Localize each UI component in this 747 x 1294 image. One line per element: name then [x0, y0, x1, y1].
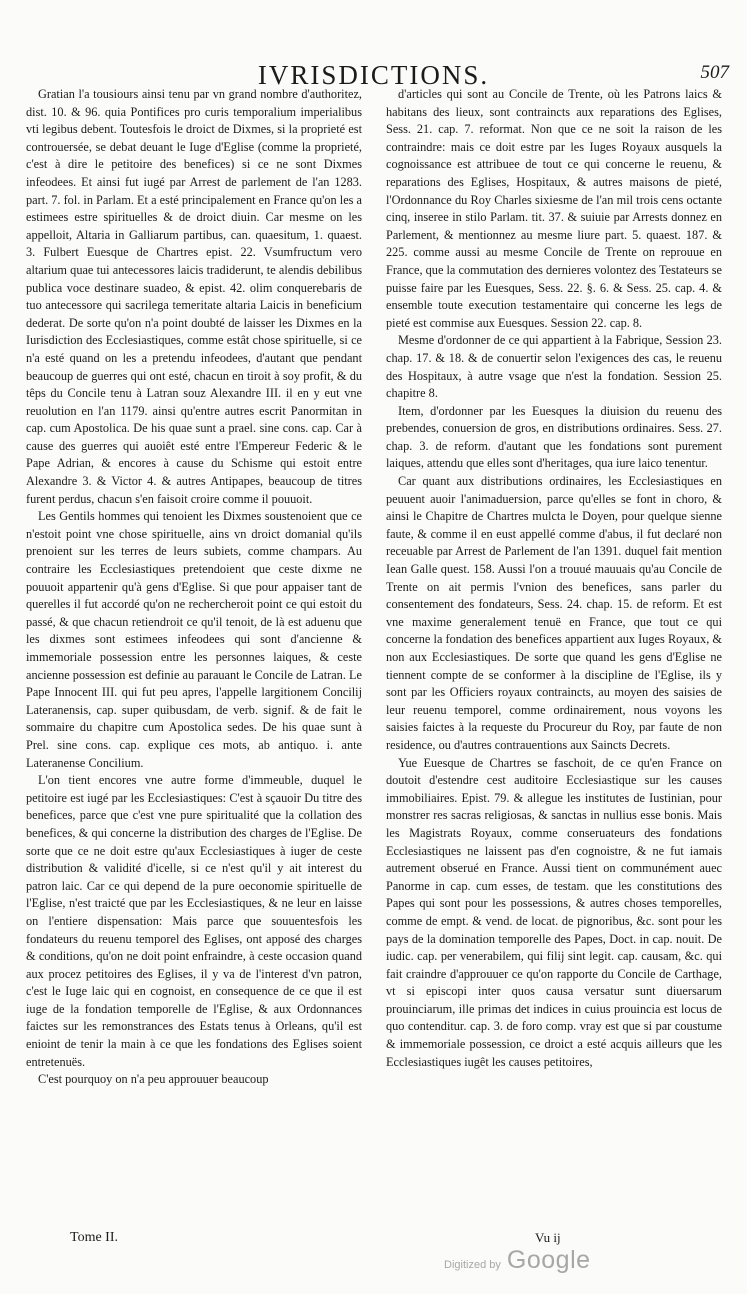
- google-logo: Google: [506, 1246, 591, 1274]
- signature-mark: Vu ij: [535, 1230, 561, 1245]
- left-paragraph-3: L'on tient encores vne autre forme d'immeuble, duquel le petitoire est iugé par les Ecclesiastiques: C'est à sçauoir Du titre des benefices, parce que c'est vne pure spiritualité que la collation des benefices, & qui concerne la distribution des charges de l'Eglise. De sorte que ce ne doit estre qu'aux Ecclesiastiques à iuger de ceste distribution & validité d'icelle, si ce n'est qu'il y ait interest du patron laic. Car ce qui depend de la pure oeconomie spirituelle de l'Eglise, n'est traicté que par les Ecclesiastiques, & ne leur en laisse on l'entiere dispensation: Mais parce que souuentesfois les fondateurs du reuenu temporel des Eglises, ont apposé des charges & conditions, qu'on ne doit point enfraindre, à ceste occasion quand aux procez petitoires des Eglises, il y va de l'interest d'vn patron, c'est le Iuge laic qui en cognoist, en consequence de ce que il est iuge de la fondation temporelle de l'Eglise, & aux Ordonnances faictes sur les remonstrances des Estats tenus à Orleans, qu'il est enioint de tenir la main à ce que les fondations des Eglises soient entretenuës.: [26, 773, 362, 1069]
- page-number: 507: [700, 62, 729, 83]
- right-column: [386, 86, 722, 1071]
- running-title: IVRISDICTIONS.: [257, 60, 490, 90]
- left-column: [26, 86, 362, 1089]
- watermark-prefix: Digitized by: [444, 1259, 501, 1271]
- left-paragraph-2: Les Gentils hommes qui tenoient les Dixmes soustenoient que ce n'estoit point vne chose spirituelle, ains vn droict domanial qu'ils prenoient sur les terres de leurs subiets, comme champars. Au contraire les Ecclesiastiques pretendoient que ceste dixme ne pouuoit appartenir qu'à gens d'Eglise. Si que pour appaiser tant de querelles il fut accordé qu'on ne rechercheroit point ce qui estoit du passé, & que chacun retiendroit ce qu'il tenoit, de là est aduenu que les dixmes sont estimees infeodees qui sont d'ancienne & immemoriale possession entre les personnes laiques, & ceste ancienne possession est definie au parauant le Concile de Latran. Le Pape Innocent III. qui fut peu apres, l'appelle largitionem Concilij Lateranensis, cap. super quibusdam, de verb. signif. & de fait le sommaire du chapitre cum Apostolica sedes. De his quae sunt à Prel. sine cons. cap. explique ces mots, ab antiquo. i. ante Lateranense Concilium.: [26, 509, 362, 770]
- left-paragraph-4: C'est pourquoy on n'a peu approuuer beaucoup: [38, 1072, 269, 1087]
- right-paragraph-5: Yue Euesque de Chartres se faschoit, de ce qu'en France on doutoit d'estendre cest auditoire Ecclesiastique sur les causes immobiliaires. Epist. 79. & allegue les institutes de Iustinian, pour monstrer res sacras religiosas, & sanctas in nullius esse bonis. Mais les Magistrats Royaux, comme conseruateurs des fondations Ecclesiastiques ne laissent pas d'en cognoistre, & ne fut iamais autrement obserué en France. Aussi tient on communément auec Panorme in cap. cum esses, de testam. que les constitutions des Papes qui sont pour les possessions, & autres choses temporelles, comme de empt. & vend. de locat. de pignoribus, &c. sont pour les pays de la domination temporelle des Papes, Doct. in cap. nouit. De iudic. cap. per venerabilem, qui filij sint legit. cap. causam, &c. qui fait craindre d'approuuer ce qu'on rapporte du Concile de Carthage, vt si episcopi inter quos causa versatur sunt diuersarum prouinciarum, ille primas det indices in cuius prouincia est locus de quo contenditur. cap. 3. de foro comp. vray est que si par coustume & immemoriale possession, ce droict a esté acquis ailleurs que les Ecclesiastiques iugêt les causes petitoires,: [386, 755, 722, 1069]
- digitized-watermark: [444, 1246, 591, 1275]
- volume-label: Tome II.: [70, 1230, 119, 1245]
- left-paragraph-1: Gratian l'a tousiours ainsi tenu par vn grand nombre d'authoritez, dist. 10. & 96. quia Pontifices pro curis temporalium imperialibus vti legibus debent. Toutesfois le droict de Dixmes, si la proprieté est controuersée, se debat deuant le Iuge d'Eglise (comme la proprieté, c'est à dire le petitoire des benefices) si ce ne sont Dixmes infeodees. Et ainsi fut iugé par Arrest de parlement de l'an 1283. part. 7. fol. in Parlam. Et a esté principalement en France qu'on les a estimees estre spirituelles & de droict diuin. Car mesme on les appelloit, Altaria in Galliarum partibus, can. quaesitum, 1. quaest. 3. Fulbert Euesque de Chartres epist. 22. Vsumfructum vero altarium quae tui antecessores laicis tradiderunt, te alendis debilibus publica voce destinare suadeo, & epist. 42. olim conquerebaris de tuo antecessore qui sacrilega temeritate altaria Laicis in beneficium dederat. De sorte qu'on n'a point doubté de laisser les Dixmes en la Iurisdiction des Ecclesiastiques, comme estât chose spirituelle, si ce n'a esté quand on les a pretendu infeodees, d'autant que pendant beaucoup de guerres qui ont esté, chacun en tiroit à soy profit, & du têps du Concile tenu à Latran souz Alexandre III. il en y eut vne reuolution en l'an 1179. ainsi qu'entre autres escrit Panormitan in cap. cum Apostolica. De his quae sunt a prael. sine cons. cap. Car à cause des guerres qui auoiêt esté entre l'Empereur Federic & le Pape Adrian, & encores à cause du Schisme qui estoit entre Alexandre 3. & Victor 4. & autres Antipapes, beaucoup de titres furent perdus, chacun s'en faisoit croire comme il pouuoit.: [26, 87, 362, 506]
- right-paragraph-3: Item, d'ordonner par les Euesques la diuision du reuenu des prebendes, conuersion de gros, en distributions ordinaires. Sess. 27. chap. 3. de reform. d'autant que les fondations sont purement laiques, attendu que elles sont d'heritages, qua iure laico tenentur.: [386, 403, 722, 471]
- right-paragraph-1: d'articles qui sont au Concile de Trente, où les Patrons laics & habitans des lieux, sont contraincts aux reparations des Eglises, Sess. 21. cap. 7. reformat. Non que ce ne soit la raison de les contraindre: mais ce doit estre par les Iuges Royaux ausquels la cognoissance est attribuee de tout ce qui concerne le reuenu, & reparations des Eglises, Hospitaux, & autres maisons de pieté, l'Ordonnance du Roy Charles sixiesme de l'an mil trois cens octante cinq, inseree in stilo Parlam. tit. 37. & suiuie par Arrests donnez en Parlement, & mentionnez au mesme liure part. 5. quaest. 187. & 225. comme aussi au mesme Concile de Trente on reprouue en France, que la commutation des dernieres volontez des Testateurs se puisse faire par les Euesques, Sess. 22. §. 6. & Sess. 25. cap. 4. & ensemble toute execution testamentaire qui concerne les legs de pieté est commise aux Euesques. Session 22. cap. 8.: [386, 87, 722, 330]
- right-paragraph-4: Car quant aux distributions ordinaires, les Ecclesiastiques en peuuent auoir l'animaduersion, parce qu'elles se font in choro, & ainsi le Chapitre de Chartres mulcta le Doyen, pour quelque sienne faute, & comme il en eust appellé comme d'abus, il fut declaré non receuable par Arrest de Parlement de l'an 1391. duquel fait mention Iean Galle quest. 158. Aussi l'on a trouué mauuais qu'au Concile de Trente on ait permis l'vnion des benefices, sans parler du consentement des fondateurs, Sess. 24. chap. 15. de reform. Et est vne maxime generalement tenuë en France, que tout ce qui concerne la fondation des benefices appartient aux Iuges Royaux, & non aux Ecclesiastiques. De sorte que quand les gens d'Eglise ne tiennent compte de se conformer à la discipline de l'Eglise, ils y sont par les Officiers royaux contraincts, au moyen des saisies de leur reuenu temporel, comme ordinairement, nous voyons les saisies faictes à la requeste du Procureur du Roy, par faute de non residence, ou d'autres contrauentions aux Saincts Decrets.: [386, 474, 722, 752]
- right-paragraph-2: Mesme d'ordonner de ce qui appartient à la Fabrique, Session 23. chap. 17. & 18. & de conuertir selon l'exigences des cas, le reuenu des Hospitaux, à autre vsage que n'est la fondation. Session 25. chapitre 8.: [386, 333, 722, 401]
